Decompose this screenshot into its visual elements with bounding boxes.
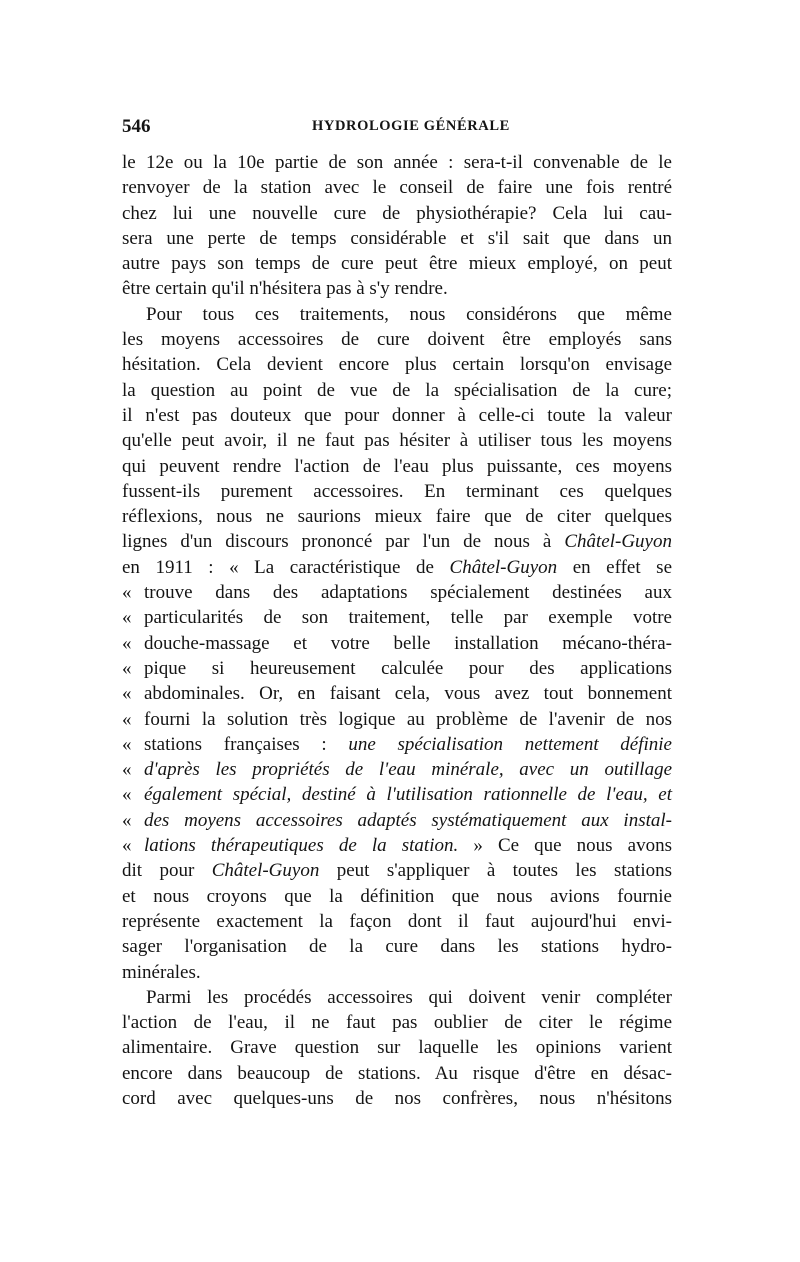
text-line [122,555,672,580]
text-segment: trouve dans des adaptations spécialement destinées aux [144,582,672,604]
text-line [122,580,672,605]
text-line: être certain qu'il n'hésitera pas à s'y rendre. [122,278,448,300]
text-line [122,833,672,858]
quote-mark: « [122,683,132,705]
text-line [122,757,672,782]
text-line [122,631,672,656]
text-line: qui peuvent rendre l'action de l'eau plus puissante, ces moyens [122,455,672,477]
quote-mark: « [122,657,132,679]
text-line [122,681,672,706]
text-line: sera une perte de temps considérable et s'il sait que dans un [122,227,672,249]
body-text [122,150,672,1111]
text-line [122,732,672,757]
running-title: HYDROLOGIE GÉNÉRALE [312,118,510,134]
text-segment: fourni la solution très logique au problème de l'avenir de nos [144,708,672,730]
text-line [122,782,672,807]
text-line: fussent-ils purement accessoires. En terminant ces quelques [122,480,672,502]
quote-mark: « [122,784,132,806]
text-line [122,656,672,681]
text-line: la question au point de vue de la spécialisation de la cure; [122,379,672,401]
quote-mark: « [122,607,132,629]
italic-text: d'après les propriétés de l'eau minérale, avec un outillage [144,759,672,781]
text-line: le 12e ou la 10e partie de son année : sera-t-il convenable de le [122,152,672,173]
quote-mark: « [122,582,132,604]
italic-text: une spécialisation nettement définie [348,733,672,755]
text-line: minérales. [122,961,201,983]
place-name: Châtel-Guyon [564,531,672,553]
text-segment: en 1911 : « La caractéristique de [122,556,450,578]
text-segment: abdominales. Or, en faisant cela, vous avez tout bonnement [144,683,672,705]
text-line [122,529,672,554]
text-segment: peut s'appliquer à toutes les stations [319,860,672,882]
quote-mark: « [122,632,132,654]
text-line [122,707,672,732]
text-line: autre pays son temps de cure peut être mieux employé, on peut [122,253,672,275]
text-segment: douche-massage et votre belle installation mécano-théra- [144,632,672,654]
text-line [122,858,672,883]
text-line: il n'est pas douteux que pour donner à celle-ci toute la valeur [122,404,672,426]
text-line: et nous croyons que la définition que nous avions fournie [122,885,672,907]
text-segment: particularités de son traitement, telle par exemple votre [144,607,672,629]
text-segment: en effet se [557,556,673,578]
quote-mark: « [122,809,132,831]
page-header [122,116,672,140]
text-line: alimentaire. Grave question sur laquelle les opinions varient [122,1037,672,1059]
page-number: 546 [122,116,151,137]
text-line: les moyens accessoires de cure doivent être employés sans [122,329,672,351]
text-segment: stations françaises : [144,733,349,755]
quote-mark: « [122,759,132,781]
place-name: Châtel-Guyon [449,556,558,578]
place-name: Châtel-Guyon [211,860,320,882]
text-line: sager l'organisation de la cure dans les stations hydro- [122,936,672,958]
text-line: renvoyer de la station avec le conseil de faire une fois rentré [122,177,672,199]
text-line: qu'elle peut avoir, il ne faut pas hésiter à utiliser tous les moyens [122,430,672,452]
text-line [122,808,672,833]
text-line: l'action de l'eau, il ne faut pas oublier de citer le régime [122,1012,672,1034]
italic-text: lations thérapeutiques de la station. [144,835,459,857]
text-line: représente exactement la façon dont il faut aujourd'hui envi- [122,910,672,932]
quote-mark: « [122,733,132,755]
italic-text: également spécial, destiné à l'utilisation rationnelle de l'eau, et [144,784,672,806]
text-segment: lignes d'un discours prononcé par l'un de nous à [122,531,565,553]
text-line: Parmi les procédés accessoires qui doivent venir compléter [146,986,672,1008]
text-line: hésitation. Cela devient encore plus certain lorsqu'on envisage [122,354,672,376]
text-line: chez lui une nouvelle cure de physiothérapie? Cela lui cau- [122,202,672,224]
quote-mark: « [122,835,132,857]
italic-text: des moyens accessoires adaptés systématiquement aux instal- [144,809,672,831]
text-segment: dit pour [122,860,212,882]
text-line: réflexions, nous ne saurions mieux faire que de citer quelques [122,506,672,528]
text-segment: » Ce que nous avons [458,835,672,857]
text-line: encore dans beaucoup de stations. Au risque d'être en désac- [122,1062,672,1084]
text-line: cord avec quelques-uns de nos confrères, nous n'hésitons [122,1087,672,1109]
text-segment: pique si heureusement calculée pour des applications [144,657,672,679]
text-line: Pour tous ces traitements, nous considérons que même [146,303,672,325]
quote-mark: « [122,708,132,730]
text-line [122,605,672,630]
